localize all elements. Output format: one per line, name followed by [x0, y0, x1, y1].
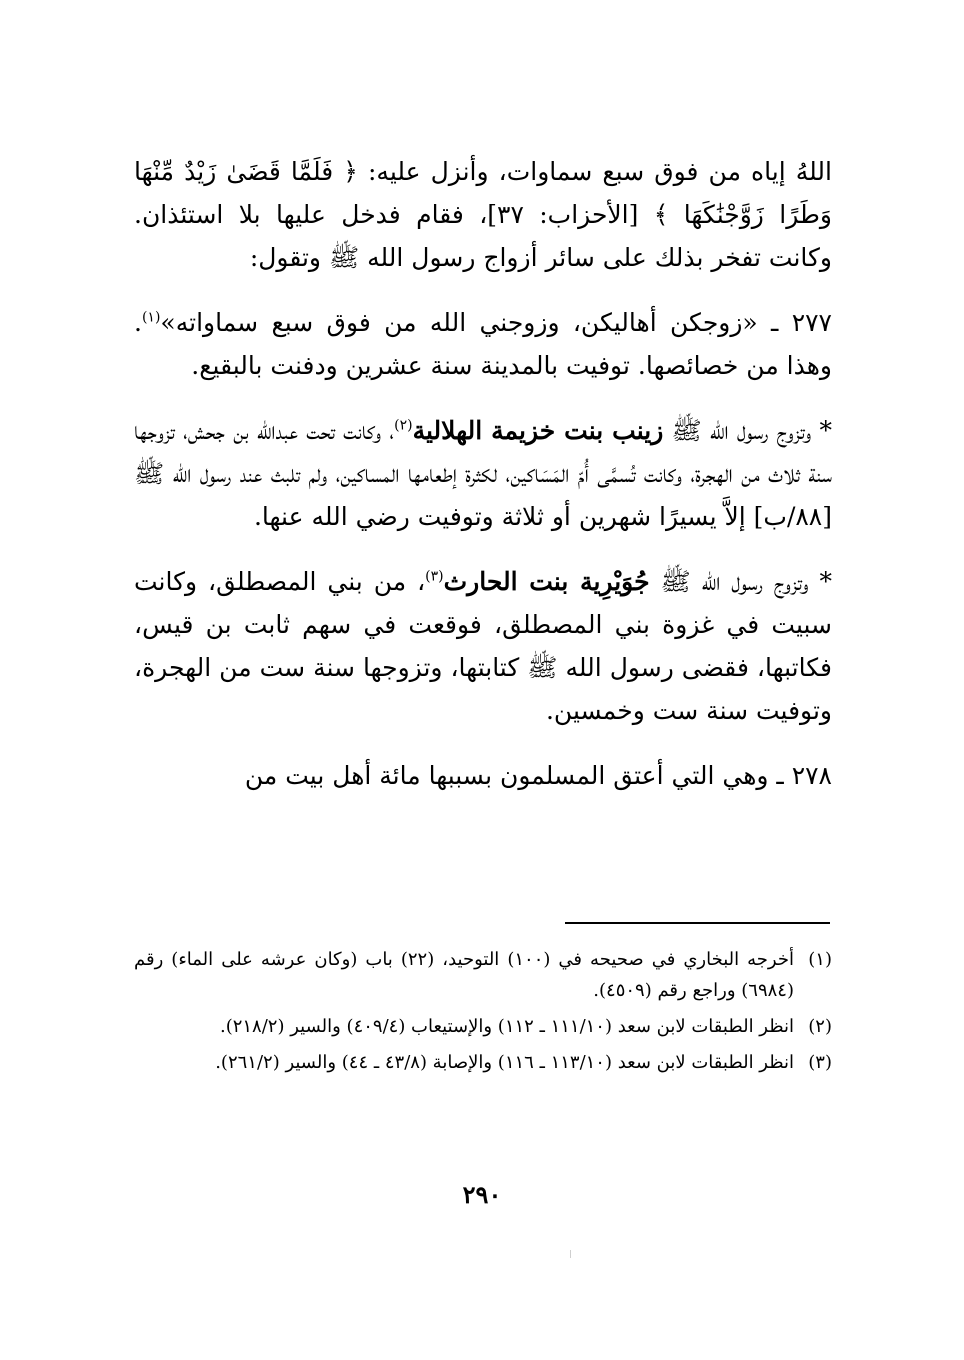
paragraph-1: [134, 150, 832, 279]
paragraph-277-text: ٢٧٧ ـ «زوجكن أهاليكن، وزوجني الله من فوق سبع سماواته»: [160, 308, 832, 337]
footnote-3-number: (٣): [808, 1052, 832, 1073]
footnote-1: [134, 944, 832, 1006]
footnote-ref-3[interactable]: (٣): [425, 568, 444, 585]
name-juwayriya: جُوَيْرِية بنت الحارث: [443, 567, 650, 596]
footnotes: [134, 944, 832, 1083]
paragraph-277-rest: . وهذا من خصائصها. توفيت بالمدينة سنة عشرين ودفنت بالبقيع.: [134, 308, 832, 380]
footnote-ref-1[interactable]: (١): [141, 309, 161, 326]
paragraph-juwayriya: [134, 560, 832, 732]
footnote-2: [134, 1011, 832, 1042]
footnote-ref-2[interactable]: (٢): [394, 417, 413, 434]
scan-mark: [570, 1250, 571, 1258]
page-number: ٢٩٠: [462, 1180, 502, 1209]
footnote-2-text: انظر الطبقات لابن سعد (١١١/١٠ ـ ١١٢) والإستيعاب (٤٠٩/٤) والسير (٢١٨/٢).: [219, 1016, 794, 1037]
paragraph-juwayriya-rest: ، من بني المصطلق، وكانت سبيت في غزوة بني المصطلق، فوقعت في سهم ثابت بن قيس، فكاتبها، فقضى رسول الله ﷺ كتابتها، وتزوجها سنة ست من الهجرة، وتوفيت سنة ست وخمسين.: [134, 567, 832, 725]
footnote-1-number: (١): [808, 949, 832, 970]
name-zaynab: زينب بنت خزيمة الهلالية: [412, 416, 664, 445]
footnote-3: [134, 1047, 832, 1078]
paragraph-277: [134, 301, 832, 387]
footnote-2-number: (٢): [808, 1016, 832, 1037]
main-text: [134, 150, 832, 819]
footnote-3-text: انظر الطبقات لابن سعد (١١٣/١٠ ـ ١١٦) والإصابة (٤٣/٨ ـ ٤٤) والسير (٢٦١/٢).: [215, 1052, 794, 1073]
paragraph-1-text: اللهُ إياه من فوق سبع سماوات، وأنزل عليه: ﴿ فَلَمَّا قَضَىٰ زَيْدٌ مِّنْهَا وَطَرًا زَوَّجْنَٰكَهَا ﴾ [الأحزاب: ٣٧]، فقام فدخل عليها بلا استئذان. وكانت تفخر بذلك على سائر أزواج رسول الله ﷺ وتقول:: [134, 157, 832, 272]
paragraph-zaynab: [134, 409, 832, 538]
paragraph-278: [134, 754, 832, 797]
paragraph-zaynab-rest: ، وكانت تحت عبدالله بن جحش، تزوجها سنة ثلاث من الهجرة، وكانت تُسمَّى أُمّ المَسَاكين، لكثرة إطعامها المساكين، ولم تلبث عند رسول الله ﷺ [٨٨/ب] إلاَّ يسيرًا شهرين أو ثلاثة وتوفيت رضي الله عنها.: [134, 416, 832, 531]
paragraph-278-text: ٢٧٨ ـ وهي التي أعتق المسلمون بسببها مائة أهل بيت من: [244, 761, 832, 790]
footnote-1-text: أخرجه البخاري في صحيحه في (١٠٠) التوحيد، (٢٢) باب (وكان عرشه على الماء) رقم (٦٩٨٤) وراجع رقم (٤٥٠٩).: [134, 949, 794, 1001]
footnote-divider: [565, 922, 830, 924]
paragraph-juwayriya-intro: * وتزوج رسول الله ﷺ: [649, 567, 832, 596]
paragraph-zaynab-intro: * وتزوج رسول الله ﷺ: [663, 416, 832, 445]
